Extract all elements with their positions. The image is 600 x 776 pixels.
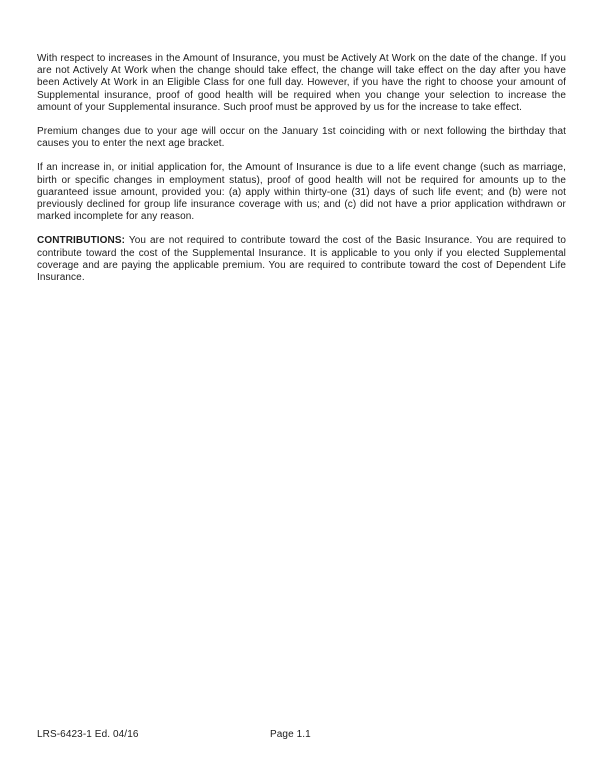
page-number: Page 1.1 — [270, 729, 311, 740]
paragraph-actively-at-work: With respect to increases in the Amount of Insurance, you must be Actively At Work on the date of the change. If you are not Actively At Work when the change should take effect, the change will take effect on the day after you have been Actively At Work in an Eligible Class for one full day. However, if you have the right to choose your amount of Supplemental insurance, proof of good health will be required when you change your selection to increase the amount of your Supplemental insurance. Such proof must be approved by us for the increase to take effect. — [37, 53, 566, 113]
paragraph-premium-changes: Premium changes due to your age will occur on the January 1st coinciding with or next following the birthday that causes you to enter the next age bracket. — [37, 126, 566, 150]
contributions-heading: CONTRIBUTIONS: — [37, 235, 126, 247]
paragraph-contributions — [37, 235, 566, 284]
form-number: LRS-6423-1 Ed. 04/16 — [37, 729, 139, 740]
contributions-text: You are not required to contribute toward the cost of the Basic Insurance. You are required to contribute toward the cost of the Supplemental Insurance. It is applicable to you only if you elected Supplemental coverage and are paying the applicable premium. You are required to contribute toward the cost of Dependent Life Insurance. — [37, 235, 566, 284]
document-body — [37, 53, 566, 296]
paragraph-life-event-change: If an increase in, or initial application for, the Amount of Insurance is due to a life event change (such as marriage, birth or specific changes in employment status), proof of good health will not be required for amounts up to the guaranteed issue amount, provided you: (a) apply within thirty-one (31) days of such life event; and (b) were not previously declined for group life insurance coverage with us; and (c) did not have a prior application withdrawn or marked incomplete for any reason. — [37, 162, 566, 223]
